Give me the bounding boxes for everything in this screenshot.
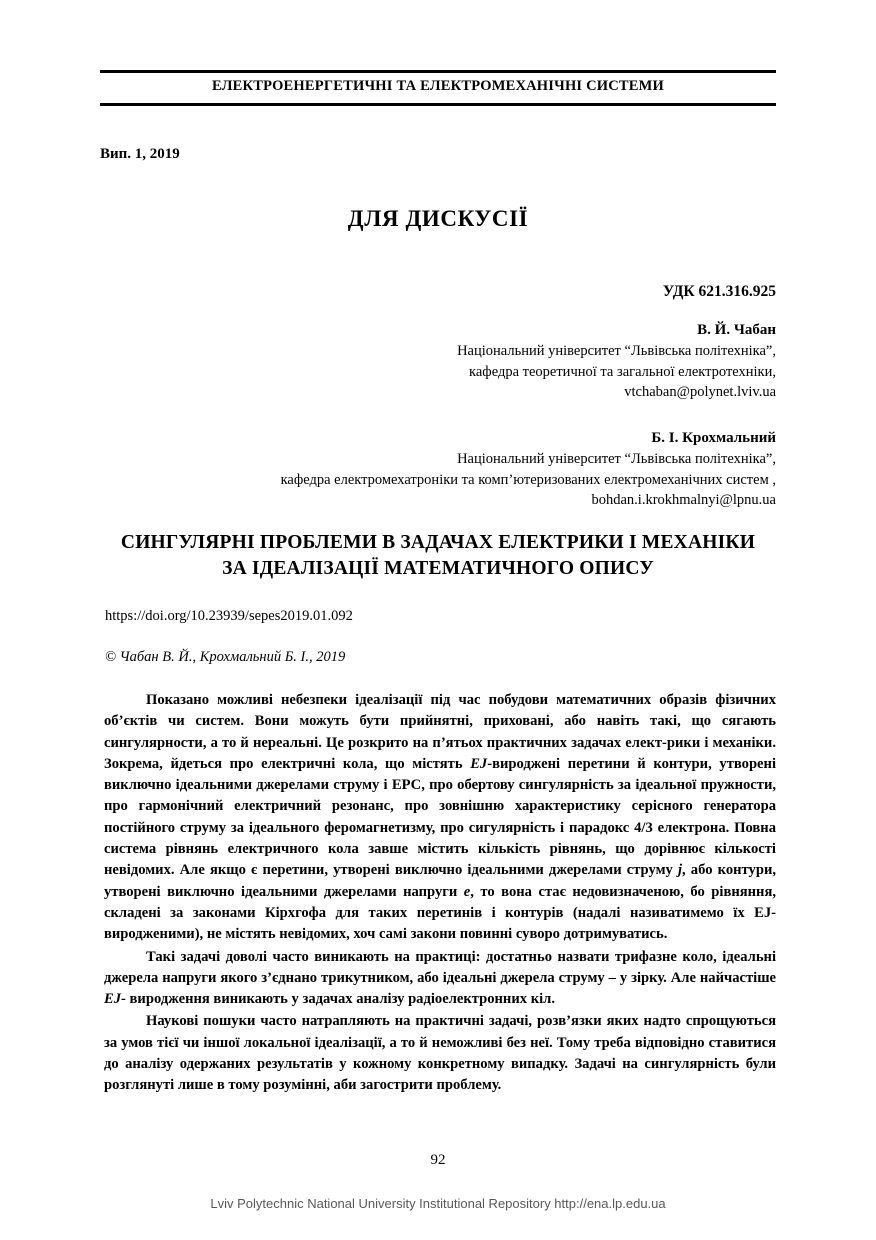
author-name-1: В. Й. Чабан <box>697 322 776 338</box>
article-title-line-1: СИНГУЛЯРНІ ПРОБЛЕМИ В ЗАДАЧАХ ЕЛЕКТРИКИ І МЕХАНІКИ <box>120 532 756 553</box>
abstract-paragraph-2 <box>104 947 776 1011</box>
author-block-2 <box>100 428 776 511</box>
repository-footer: Lviv Polytechnic National University Institutional Repository http://ena.lp.edu.ua <box>210 1196 666 1211</box>
abstract-p1-j-symbol: j <box>677 862 683 879</box>
abstract-p1-part-d: , то вона стає недовизначеною, бо рівняння, складені за законами Кірхгофа для таких перетинів і контурів (надалі називатимемо їх EJ-виродженими), не містять невідомих, хоч самі закони повинні суворо дотримуватись. <box>104 883 777 943</box>
author-email-1: vtchaban@polynet.lviv.ua <box>624 384 776 401</box>
abstract-p2-part-a: Такі задачі доволі часто виникають на практиці: достатньо назвати трифазне коло, ідеальні джерела напруги якого з’єднано трикутником, або ідеальні джерела струму – у зірку. Але найчастіше <box>104 948 776 986</box>
article-title-line-2: ЗА ІДЕАЛІЗАЦІЇ МАТЕМАТИЧНОГО ОПИСУ <box>222 558 654 580</box>
author-affiliation-2-line-2: кафедра електромехатроніки та комп’ютеризованих електромеханічних систем , <box>280 471 776 488</box>
issue-line: Вип. 1, 2019 <box>100 146 180 162</box>
author-name-2: Б. І. Крохмальний <box>651 430 776 446</box>
author-affiliation-1-line-1: Національний університет “Львівська політехніка”, <box>457 343 776 360</box>
abstract-body <box>104 690 776 1097</box>
header-rule-bottom <box>100 103 776 106</box>
abstract-p1-part-b: -вироджені перетини й контури, утворені виключно ідеальними джерелами струму і ЕРС, про обертову сингулярність за ідеальної пружности, про гармонічний електричний резонанс, про зовнішню характеристику серісного генератора постійного струму за ідеального феромагнетизму, про сигулярність і парадокс 4/3 електрона. Повна система рівнянь електричного кола завше містить кількість рівнянь, що дорівнює кількості невідомих. Але якщо є перетини, утворені виключно ідеальними джерелами струму <box>104 755 776 879</box>
abstract-p1-part-a: Показано можливі небезпеки ідеалізації під час побудови математичних образів фізичних об’єктів чи систем. Вони можуть бути прийнятні, приховані, або навіть такі, що сягають сингулярности, а то й нереальні. Це розкрито на п’ятьох практичних задачах елект-рики і механіки. Зокрема, йдеться про електричні кола, що містять <box>104 692 776 772</box>
section-title: ДЛЯ ДИСКУСІЇ <box>347 206 529 231</box>
udc-code: УДК 621.316.925 <box>662 283 776 300</box>
abstract-p2-part-b: - виродження виникають у задачах аналізу радіоелектронних кіл. <box>121 991 555 1008</box>
abstract-p2-ej-symbol: EJ <box>104 991 122 1008</box>
running-head: ЕЛЕКТРОЕНЕРГЕТИЧНІ ТА ЕЛЕКТРОМЕХАНІЧНІ СИСТЕМИ <box>211 78 665 94</box>
author-email-2: bohdan.i.krokhmalnyi@lpnu.ua <box>591 492 776 509</box>
abstract-p1-ej-symbol: EJ <box>470 755 488 772</box>
author-block-1 <box>100 320 776 403</box>
header-rule-top <box>100 70 776 73</box>
abstract-paragraph-1 <box>104 690 776 946</box>
abstract-paragraph-3: Наукові пошуки часто натрапляють на практичні задачі, розв’язки яких надто спрощуються за умов тієї чи іншої локальної ідеалізації, а то й неможливі без неї. Тому треба відповідно ставитися до аналізу одержаних результатів у кожному конкретному випадку. Задачі на сингулярність були розглянуті лише в тому розумінні, аби загострити проблему. <box>104 1013 776 1094</box>
author-affiliation-2-line-1: Національний університет “Львівська політехніка”, <box>457 451 776 468</box>
author-affiliation-1-line-2: кафедра теоретичної та загальної електротехніки, <box>469 363 776 380</box>
doi-link[interactable]: https://doi.org/10.23939/sepes2019.01.092 <box>105 608 353 624</box>
page-number: 92 <box>430 1152 446 1168</box>
abstract-p1-e-symbol: e <box>463 883 471 900</box>
copyright-line: © Чабан В. Й., Крохмальний Б. І., 2019 <box>105 649 346 665</box>
article-title <box>100 530 776 583</box>
abstract-p1-part-c: , або контури, утворені виключно ідеальними джерелами напруги <box>104 862 777 900</box>
